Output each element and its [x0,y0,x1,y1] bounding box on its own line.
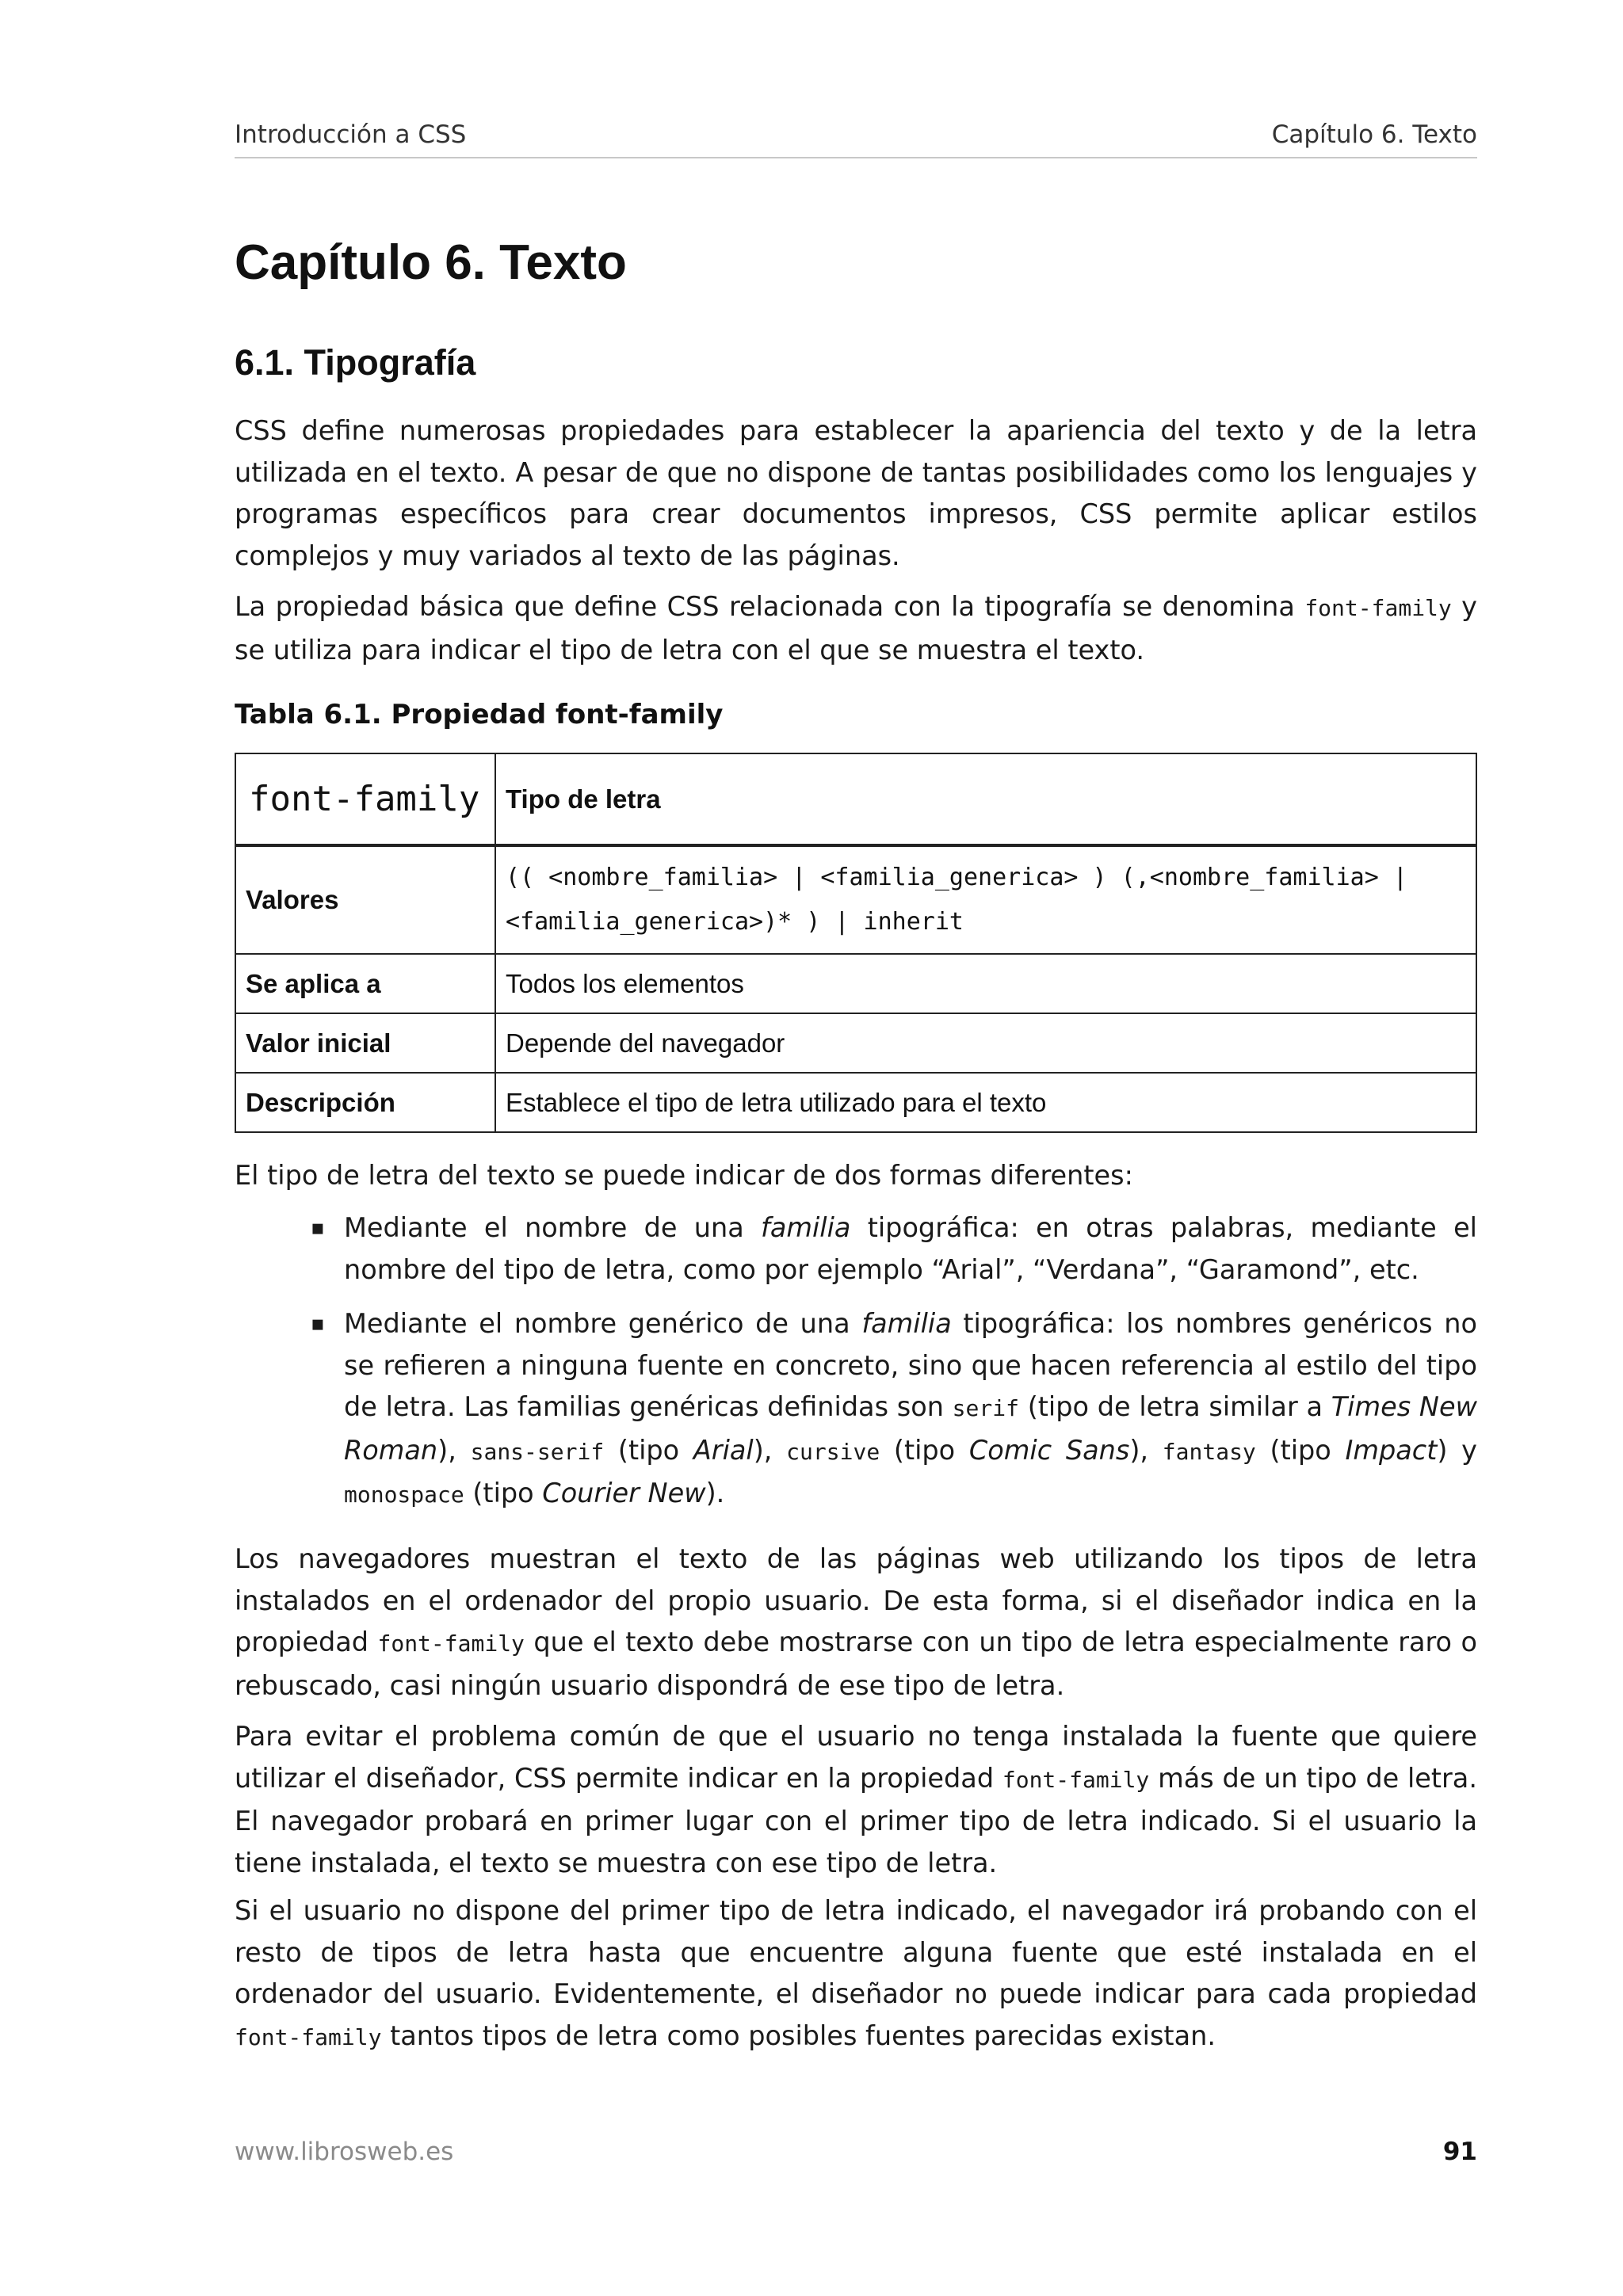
paragraph-intro: CSS define numerosas propiedades para establecer la apariencia del texto y de la letra utilizada en el texto. A pesar de que no dispone de tantas posibilidades como los lenguajes y programas específicos para crear documentos impresos, CSS permite aplicar estilos complejos y muy variados al texto de las páginas. [235,415,1477,571]
paragraph-two-ways: El tipo de letra del texto se puede indicar de dos formas diferentes: [235,1160,1133,1191]
row-key: Descripción [235,1073,495,1132]
header-book-title: Introducción a CSS [235,120,467,149]
inline-code: font-family [1002,1766,1150,1793]
property-table [235,753,1477,1133]
row-key: Valor inicial [235,1013,495,1073]
section-title: 6.1. Tipografía [235,342,476,383]
running-header [235,117,1477,158]
bullet-icon: ▪ [311,1216,325,1240]
inline-code: font-family [235,2023,382,2050]
inline-code: font-family [1304,595,1452,621]
header-chapter-title: Capítulo 6. Texto [1271,120,1477,149]
list-item: ▪ Mediante el nombre genérico de una familia tipográfica: los nombres genéricos no se refieren a ninguna fuente en concreto, sino que hacen referencia al estilo del tipo de letra. Las familias genéricas definidas son serif (tipo de letra similar a Times New Roman), sans-serif (tipo Arial), cursive (tipo Comic Sans), fantasy (tipo Impact) y monospace (tipo Courier New). [235,1303,1477,1516]
row-key: Valores [235,845,495,954]
row-value: (( <nombre_familia> | <familia_generica> ) (,<nombre_familia> | <familia_generica>)* ) | inherit [495,845,1476,954]
chapter-title: Capítulo 6. Texto [235,235,627,290]
table-row [235,954,1476,1013]
inline-code: font-family [377,1630,525,1657]
paragraph-font-family: La propiedad básica que define CSS relacionada con la tipografía se denomina font-family y se utiliza para indicar el tipo de letra con el que se muestra el texto. [235,591,1477,666]
document-page [235,0,1477,2296]
bullet-icon: ▪ [311,1312,325,1336]
paragraph-multiple-fonts: Para evitar el problema común de que el usuario no tenga instalada la fuente que quiere utilizar el diseñador, CSS permite indicar en la propiedad font-family más de un tipo de letra. El navegador probará en primer lugar con el primer tipo de letra indicado. Si el usuario la tiene instalada, el texto se muestra con ese tipo de letra. [235,1721,1477,1878]
footer-website: www.librosweb.es [235,2138,454,2166]
table-header-row [235,753,1476,845]
paragraph-fallback: Si el usuario no dispone del primer tipo de letra indicado, el navegador irá probando con el resto de tipos de letra hasta que encuentre alguna fuente que esté instalada en el ordenador del usuario. Evidentemente, el diseñador no puede indicar para cada propiedad font-family tantos tipos de letra como posibles fuentes parecidas existan. [235,1895,1477,2051]
row-value: Depende del navegador [495,1013,1476,1073]
list-item: ▪ Mediante el nombre de una familia tipográfica: en otras palabras, mediante el nombre del tipo de letra, como por ejemplo “Arial”, “Verdana”, “Garamond”, etc. [235,1207,1477,1291]
page-footer [235,2138,1477,2177]
table-row [235,1073,1476,1132]
table-row [235,845,1476,954]
paragraph-installed-fonts: Los navegadores muestran el texto de las páginas web utilizando los tipos de letra instalados en el ordenador del propio usuario. De esta forma, si el diseñador indica en la propiedad font-family que el texto debe mostrarse con un tipo de letra especialmente raro o rebuscado, casi ningún usuario dispondrá de ese tipo de letra. [235,1543,1477,1701]
property-name-cell: font-family [235,753,495,845]
row-value: Establece el tipo de letra utilizado para el texto [495,1073,1476,1132]
row-key: Se aplica a [235,954,495,1013]
bullet-list [235,1207,1477,1516]
table-caption: Tabla 6.1. Propiedad font-family [235,699,724,730]
table-row [235,1013,1476,1073]
row-value: Todos los elementos [495,954,1476,1013]
property-desc-cell: Tipo de letra [495,753,1476,845]
page-number: 91 [1442,2138,1477,2166]
